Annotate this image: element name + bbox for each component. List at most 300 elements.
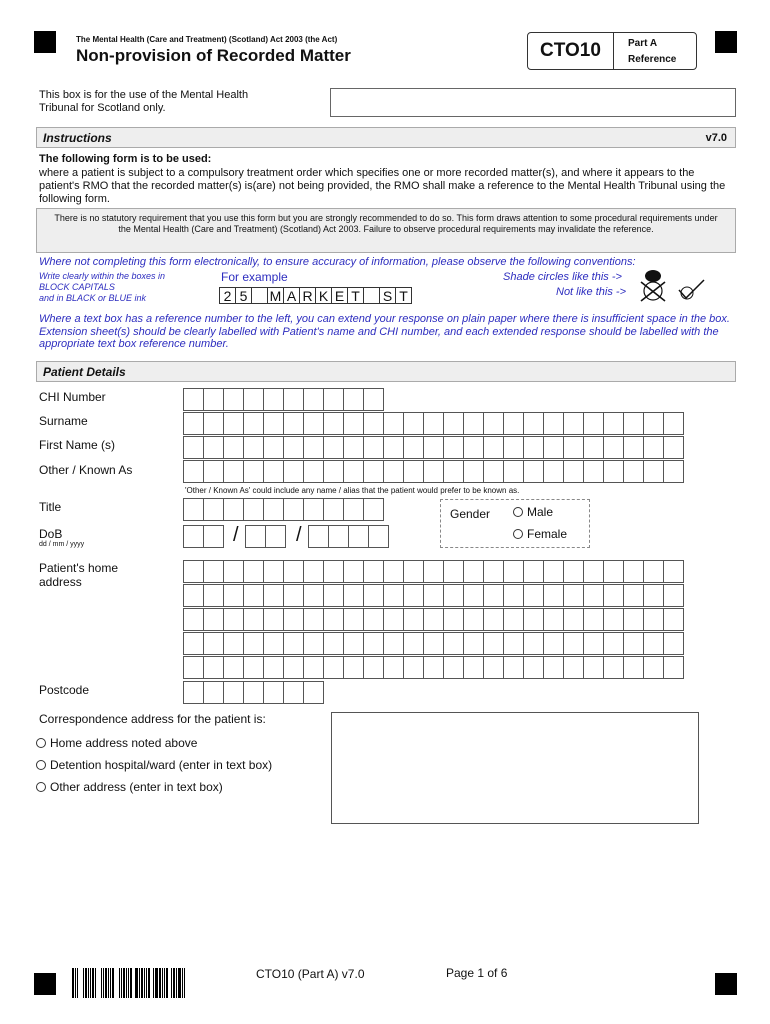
example-cell: 5 xyxy=(235,287,252,304)
char-box[interactable] xyxy=(303,412,324,435)
char-box[interactable] xyxy=(443,584,464,607)
char-box[interactable] xyxy=(363,584,384,607)
char-box[interactable] xyxy=(463,632,484,655)
char-box[interactable] xyxy=(463,460,484,483)
example-cell: E xyxy=(331,287,348,304)
char-box[interactable] xyxy=(183,412,204,435)
char-box[interactable] xyxy=(483,460,504,483)
char-box[interactable] xyxy=(443,632,464,655)
char-box[interactable] xyxy=(183,584,204,607)
char-box[interactable] xyxy=(483,560,504,583)
char-box[interactable] xyxy=(563,584,584,607)
char-box[interactable] xyxy=(463,656,484,679)
char-box[interactable] xyxy=(483,656,504,679)
char-box[interactable] xyxy=(403,412,424,435)
home-address-line-1[interactable] xyxy=(183,560,683,583)
char-box[interactable] xyxy=(603,656,624,679)
char-box[interactable] xyxy=(663,584,684,607)
registration-mark xyxy=(715,31,737,53)
char-box[interactable] xyxy=(363,608,384,631)
male-radio[interactable] xyxy=(513,507,523,517)
char-box[interactable] xyxy=(183,560,204,583)
char-box[interactable] xyxy=(383,608,404,631)
char-box[interactable] xyxy=(483,436,504,459)
char-box[interactable] xyxy=(283,388,304,411)
char-box[interactable] xyxy=(343,584,364,607)
char-box[interactable] xyxy=(403,656,424,679)
char-box[interactable] xyxy=(203,525,224,548)
char-box[interactable] xyxy=(483,608,504,631)
char-box[interactable] xyxy=(543,584,564,607)
home-address-line-2[interactable] xyxy=(183,584,683,607)
char-box[interactable] xyxy=(623,608,644,631)
char-box[interactable] xyxy=(403,608,424,631)
example-cell: K xyxy=(315,287,332,304)
char-box[interactable] xyxy=(583,656,604,679)
char-box[interactable] xyxy=(343,632,364,655)
char-box[interactable] xyxy=(343,412,364,435)
char-box[interactable] xyxy=(308,525,329,548)
char-box[interactable] xyxy=(303,656,324,679)
form-title: Non-provision of Recorded Matter xyxy=(76,46,351,65)
char-box[interactable] xyxy=(503,632,524,655)
char-box[interactable] xyxy=(483,584,504,607)
char-box[interactable] xyxy=(263,656,284,679)
char-box[interactable] xyxy=(303,388,324,411)
char-box[interactable] xyxy=(183,681,204,704)
female-option[interactable] xyxy=(513,527,567,541)
char-box[interactable] xyxy=(623,436,644,459)
char-box[interactable] xyxy=(563,436,584,459)
char-box[interactable] xyxy=(663,656,684,679)
char-box[interactable] xyxy=(583,584,604,607)
char-box[interactable] xyxy=(203,560,224,583)
char-box[interactable] xyxy=(223,436,244,459)
char-box[interactable] xyxy=(323,608,344,631)
char-box[interactable] xyxy=(183,632,204,655)
char-box[interactable] xyxy=(328,525,349,548)
char-box[interactable] xyxy=(583,608,604,631)
char-box[interactable] xyxy=(263,632,284,655)
char-box[interactable] xyxy=(303,681,324,704)
char-box[interactable] xyxy=(343,656,364,679)
char-box[interactable] xyxy=(603,632,624,655)
char-box[interactable] xyxy=(183,656,204,679)
tribunal-use-text: This box is for the use of the Mental Health Tribunal for Scotland only. xyxy=(39,89,249,114)
char-box[interactable] xyxy=(203,584,224,607)
char-box[interactable] xyxy=(583,412,604,435)
char-box[interactable] xyxy=(343,436,364,459)
char-box[interactable] xyxy=(243,498,264,521)
barcode-bar xyxy=(169,968,170,998)
char-box[interactable] xyxy=(383,436,404,459)
home-address-line-3[interactable] xyxy=(183,608,683,631)
char-box[interactable] xyxy=(643,560,664,583)
char-box[interactable] xyxy=(663,608,684,631)
postcode-input[interactable] xyxy=(183,681,323,704)
char-box[interactable] xyxy=(563,560,584,583)
barcode-bar xyxy=(90,968,91,998)
char-box[interactable] xyxy=(323,498,344,521)
char-box[interactable] xyxy=(623,460,644,483)
female-label: Female xyxy=(527,527,568,541)
barcode-bar xyxy=(135,968,138,998)
char-box[interactable] xyxy=(383,560,404,583)
char-box[interactable] xyxy=(643,436,664,459)
char-box[interactable] xyxy=(663,560,684,583)
char-box[interactable] xyxy=(245,525,266,548)
gender-group xyxy=(440,499,590,548)
extension-note: Where a text box has a reference number to the left, you can extend your response on plain paper where there is insufficient space in the box. Extension sheet(s) should be clearly labelled with Patient's name and CHI number, and each extended response should be labelled with the appropriate text box reference number. xyxy=(39,313,730,350)
instructions-heading: Instructions xyxy=(43,131,112,145)
char-box[interactable] xyxy=(243,608,264,631)
char-box[interactable] xyxy=(603,436,624,459)
char-box[interactable] xyxy=(243,560,264,583)
char-box[interactable] xyxy=(663,436,684,459)
char-box[interactable] xyxy=(563,656,584,679)
char-box[interactable] xyxy=(503,608,524,631)
char-box[interactable] xyxy=(543,560,564,583)
char-box[interactable] xyxy=(523,412,544,435)
barcode-bar xyxy=(178,968,181,998)
char-box[interactable] xyxy=(523,584,544,607)
char-box[interactable] xyxy=(363,560,384,583)
char-box[interactable] xyxy=(543,632,564,655)
char-box[interactable] xyxy=(623,584,644,607)
char-box[interactable] xyxy=(323,436,344,459)
barcode-bar xyxy=(164,968,165,998)
char-box[interactable] xyxy=(523,436,544,459)
char-box[interactable] xyxy=(368,525,389,548)
char-box[interactable] xyxy=(403,560,424,583)
char-box[interactable] xyxy=(263,608,284,631)
char-box[interactable] xyxy=(443,608,464,631)
char-box[interactable] xyxy=(543,460,564,483)
char-box[interactable] xyxy=(643,608,664,631)
char-box[interactable] xyxy=(183,525,204,548)
char-box[interactable] xyxy=(663,632,684,655)
char-box[interactable] xyxy=(603,608,624,631)
char-box[interactable] xyxy=(343,608,364,631)
correspondence-option-home[interactable] xyxy=(36,736,197,750)
char-box[interactable] xyxy=(183,460,204,483)
char-box[interactable] xyxy=(563,632,584,655)
char-box[interactable] xyxy=(363,460,384,483)
char-box[interactable] xyxy=(403,460,424,483)
char-box[interactable] xyxy=(263,560,284,583)
tribunal-use-box[interactable] xyxy=(330,88,736,117)
male-label: Male xyxy=(527,505,554,519)
char-box[interactable] xyxy=(348,525,369,548)
char-box[interactable] xyxy=(343,388,364,411)
statutory-notice: There is no statutory requirement that you use this form but you are strongly recommended to do so. This form draws attention to some procedural requirements under the Mental Health (Care and Treatment) (Scotland) Act 2003. Failure to observe procedural requirements may invalidate the reference. xyxy=(36,208,736,253)
correspondence-option-detention[interactable] xyxy=(36,758,272,772)
barcode-bar xyxy=(130,968,132,998)
char-box[interactable] xyxy=(483,412,504,435)
char-box[interactable] xyxy=(443,460,464,483)
char-box[interactable] xyxy=(283,498,304,521)
char-box[interactable] xyxy=(203,681,224,704)
barcode-bar xyxy=(119,968,120,998)
char-box[interactable] xyxy=(603,560,624,583)
char-box[interactable] xyxy=(263,460,284,483)
correspondence-label: Correspondence address for the patient is: xyxy=(39,712,266,726)
char-box[interactable] xyxy=(463,560,484,583)
char-box[interactable] xyxy=(183,498,204,521)
char-box[interactable] xyxy=(323,412,344,435)
char-box[interactable] xyxy=(203,656,224,679)
char-box[interactable] xyxy=(363,388,384,411)
barcode-bar xyxy=(108,968,109,998)
char-box[interactable] xyxy=(223,584,244,607)
char-box[interactable] xyxy=(363,436,384,459)
char-box[interactable] xyxy=(303,584,324,607)
char-box[interactable] xyxy=(283,608,304,631)
char-box[interactable] xyxy=(543,656,564,679)
barcode-bar xyxy=(72,968,74,998)
char-box[interactable] xyxy=(363,412,384,435)
barcode-bar xyxy=(126,968,127,998)
char-box[interactable] xyxy=(203,608,224,631)
char-box[interactable] xyxy=(423,560,444,583)
char-box[interactable] xyxy=(423,608,444,631)
char-box[interactable] xyxy=(523,460,544,483)
char-box[interactable] xyxy=(223,412,244,435)
char-box[interactable] xyxy=(563,608,584,631)
footer-form-id: CTO10 (Part A) v7.0 xyxy=(256,967,365,981)
char-box[interactable] xyxy=(263,388,284,411)
char-box[interactable] xyxy=(383,632,404,655)
dob-day-input[interactable] xyxy=(183,525,223,548)
char-box[interactable] xyxy=(265,525,286,548)
char-box[interactable] xyxy=(483,632,504,655)
chi-label: CHI Number xyxy=(39,390,106,404)
registration-mark xyxy=(715,973,737,995)
char-box[interactable] xyxy=(503,412,524,435)
chi-input[interactable] xyxy=(183,388,383,411)
char-box[interactable] xyxy=(543,412,564,435)
char-box[interactable] xyxy=(423,436,444,459)
char-box[interactable] xyxy=(283,681,304,704)
char-box[interactable] xyxy=(283,412,304,435)
char-box[interactable] xyxy=(403,632,424,655)
barcode-bar xyxy=(88,968,89,998)
char-box[interactable] xyxy=(403,584,424,607)
char-box[interactable] xyxy=(363,498,384,521)
char-box[interactable] xyxy=(283,632,304,655)
char-box[interactable] xyxy=(223,560,244,583)
char-box[interactable] xyxy=(243,436,264,459)
char-box[interactable] xyxy=(303,632,324,655)
char-box[interactable] xyxy=(423,656,444,679)
barcode-bar xyxy=(173,968,175,998)
example-cell xyxy=(251,287,268,304)
char-box[interactable] xyxy=(503,460,524,483)
char-box[interactable] xyxy=(603,584,624,607)
dob-month-input[interactable] xyxy=(245,525,285,548)
char-box[interactable] xyxy=(303,608,324,631)
other-known-input[interactable] xyxy=(183,460,683,483)
version-label: v7.0 xyxy=(705,132,727,144)
char-box[interactable] xyxy=(583,436,604,459)
char-box[interactable] xyxy=(203,388,224,411)
char-box[interactable] xyxy=(423,584,444,607)
char-box[interactable] xyxy=(343,498,364,521)
char-box[interactable] xyxy=(223,460,244,483)
char-box[interactable] xyxy=(403,436,424,459)
char-box[interactable] xyxy=(543,608,564,631)
char-box[interactable] xyxy=(283,656,304,679)
female-radio[interactable] xyxy=(513,529,523,539)
char-box[interactable] xyxy=(623,560,644,583)
char-box[interactable] xyxy=(503,560,524,583)
char-box[interactable] xyxy=(523,560,544,583)
char-box[interactable] xyxy=(263,584,284,607)
char-box[interactable] xyxy=(223,632,244,655)
male-option[interactable] xyxy=(513,505,553,519)
char-box[interactable] xyxy=(183,436,204,459)
barcode-bar xyxy=(79,968,82,998)
char-box[interactable] xyxy=(463,412,484,435)
char-box[interactable] xyxy=(503,436,524,459)
char-box[interactable] xyxy=(383,460,404,483)
char-box[interactable] xyxy=(223,681,244,704)
home-address-line-4[interactable] xyxy=(183,632,683,655)
char-box[interactable] xyxy=(443,412,464,435)
char-box[interactable] xyxy=(263,412,284,435)
char-box[interactable] xyxy=(283,436,304,459)
char-box[interactable] xyxy=(303,436,324,459)
char-box[interactable] xyxy=(263,436,284,459)
char-box[interactable] xyxy=(583,460,604,483)
char-box[interactable] xyxy=(323,388,344,411)
char-box[interactable] xyxy=(323,460,344,483)
char-box[interactable] xyxy=(223,388,244,411)
char-box[interactable] xyxy=(543,436,564,459)
char-box[interactable] xyxy=(283,584,304,607)
char-box[interactable] xyxy=(423,632,444,655)
char-box[interactable] xyxy=(243,460,264,483)
char-box[interactable] xyxy=(383,584,404,607)
char-box[interactable] xyxy=(623,656,644,679)
char-box[interactable] xyxy=(603,412,624,435)
char-box[interactable] xyxy=(443,656,464,679)
char-box[interactable] xyxy=(323,632,344,655)
char-box[interactable] xyxy=(623,412,644,435)
char-box[interactable] xyxy=(203,632,224,655)
char-box[interactable] xyxy=(443,436,464,459)
char-box[interactable] xyxy=(643,632,664,655)
first-name-input[interactable] xyxy=(183,436,683,459)
char-box[interactable] xyxy=(563,412,584,435)
char-box[interactable] xyxy=(243,681,264,704)
char-box[interactable] xyxy=(223,498,244,521)
char-box[interactable] xyxy=(643,584,664,607)
char-box[interactable] xyxy=(603,460,624,483)
char-box[interactable] xyxy=(303,560,324,583)
char-box[interactable] xyxy=(663,412,684,435)
char-box[interactable] xyxy=(423,460,444,483)
char-box[interactable] xyxy=(643,460,664,483)
char-box[interactable] xyxy=(523,608,544,631)
char-box[interactable] xyxy=(463,436,484,459)
char-box[interactable] xyxy=(303,460,324,483)
char-box[interactable] xyxy=(663,460,684,483)
home-radio[interactable] xyxy=(36,738,46,748)
char-box[interactable] xyxy=(303,498,324,521)
dob-format: dd / mm / yyyy xyxy=(39,541,85,548)
char-box[interactable] xyxy=(203,436,224,459)
char-box[interactable] xyxy=(643,412,664,435)
char-box[interactable] xyxy=(383,656,404,679)
example-cell: S xyxy=(379,287,396,304)
char-box[interactable] xyxy=(463,608,484,631)
char-box[interactable] xyxy=(383,412,404,435)
char-box[interactable] xyxy=(203,498,224,521)
detention-radio[interactable] xyxy=(36,760,46,770)
home-address-line-5[interactable] xyxy=(183,656,683,679)
char-box[interactable] xyxy=(323,656,344,679)
barcode-bar xyxy=(153,968,154,998)
char-box[interactable] xyxy=(343,460,364,483)
char-box[interactable] xyxy=(243,412,264,435)
char-box[interactable] xyxy=(223,608,244,631)
barcode xyxy=(72,968,194,998)
char-box[interactable] xyxy=(203,412,224,435)
correspondence-option-other[interactable] xyxy=(36,780,223,794)
char-box[interactable] xyxy=(563,460,584,483)
char-box[interactable] xyxy=(623,632,644,655)
char-box[interactable] xyxy=(243,632,264,655)
dob-year-input[interactable] xyxy=(308,525,388,548)
other-radio[interactable] xyxy=(36,782,46,792)
example-cell: R xyxy=(299,287,316,304)
char-box[interactable] xyxy=(243,388,264,411)
char-box[interactable] xyxy=(343,560,364,583)
char-box[interactable] xyxy=(443,560,464,583)
char-box[interactable] xyxy=(243,584,264,607)
char-box[interactable] xyxy=(263,498,284,521)
char-box[interactable] xyxy=(423,412,444,435)
char-box[interactable] xyxy=(283,460,304,483)
char-box[interactable] xyxy=(263,681,284,704)
char-box[interactable] xyxy=(523,656,544,679)
char-box[interactable] xyxy=(323,584,344,607)
correspondence-address-box[interactable] xyxy=(331,712,699,824)
char-box[interactable] xyxy=(523,632,544,655)
char-box[interactable] xyxy=(203,460,224,483)
surname-input[interactable] xyxy=(183,412,683,435)
write-clearly-line: BLOCK CAPITALS xyxy=(39,282,115,292)
char-box[interactable] xyxy=(463,584,484,607)
char-box[interactable] xyxy=(583,560,604,583)
title-input[interactable] xyxy=(183,498,383,521)
char-box[interactable] xyxy=(363,632,384,655)
char-box[interactable] xyxy=(223,656,244,679)
char-box[interactable] xyxy=(363,656,384,679)
char-box[interactable] xyxy=(283,560,304,583)
char-box[interactable] xyxy=(183,388,204,411)
char-box[interactable] xyxy=(243,656,264,679)
char-box[interactable] xyxy=(323,560,344,583)
char-box[interactable] xyxy=(503,656,524,679)
char-box[interactable] xyxy=(583,632,604,655)
char-box[interactable] xyxy=(503,584,524,607)
detention-option-label: Detention hospital/ward (enter in text box) xyxy=(50,758,273,772)
char-box[interactable] xyxy=(643,656,664,679)
char-box[interactable] xyxy=(183,608,204,631)
registration-mark xyxy=(34,973,56,995)
